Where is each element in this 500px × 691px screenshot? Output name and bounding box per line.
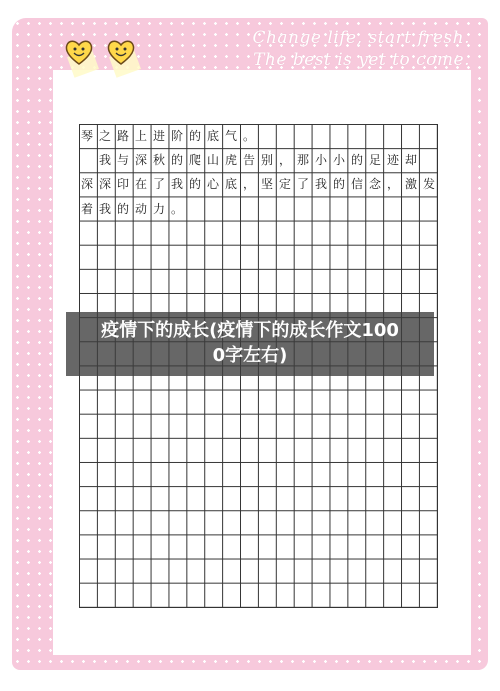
title-banner (66, 312, 434, 376)
banner-title-line-2: 0字左右) (212, 345, 288, 366)
decorative-script-line-2: The best is yet to come. (253, 50, 470, 70)
decorative-script-line-1: Change life, start fresh. (252, 28, 470, 48)
smiley-heart-icon (106, 38, 136, 66)
essay-line: 着我的动力。 (81, 202, 190, 216)
essay-line: 深深印在了我的心底，坚定了我的信念，激发 (81, 177, 441, 191)
banner-title-line-1: 疫情下的成长(疫情下的成长作文100 (101, 320, 399, 341)
essay-line: 我与深秋的爬山虎告别，那小小的足迹却 (81, 153, 424, 167)
essay-line: 琴之路上进阶的底气。 (81, 129, 262, 143)
smiley-heart-icon (64, 38, 94, 66)
